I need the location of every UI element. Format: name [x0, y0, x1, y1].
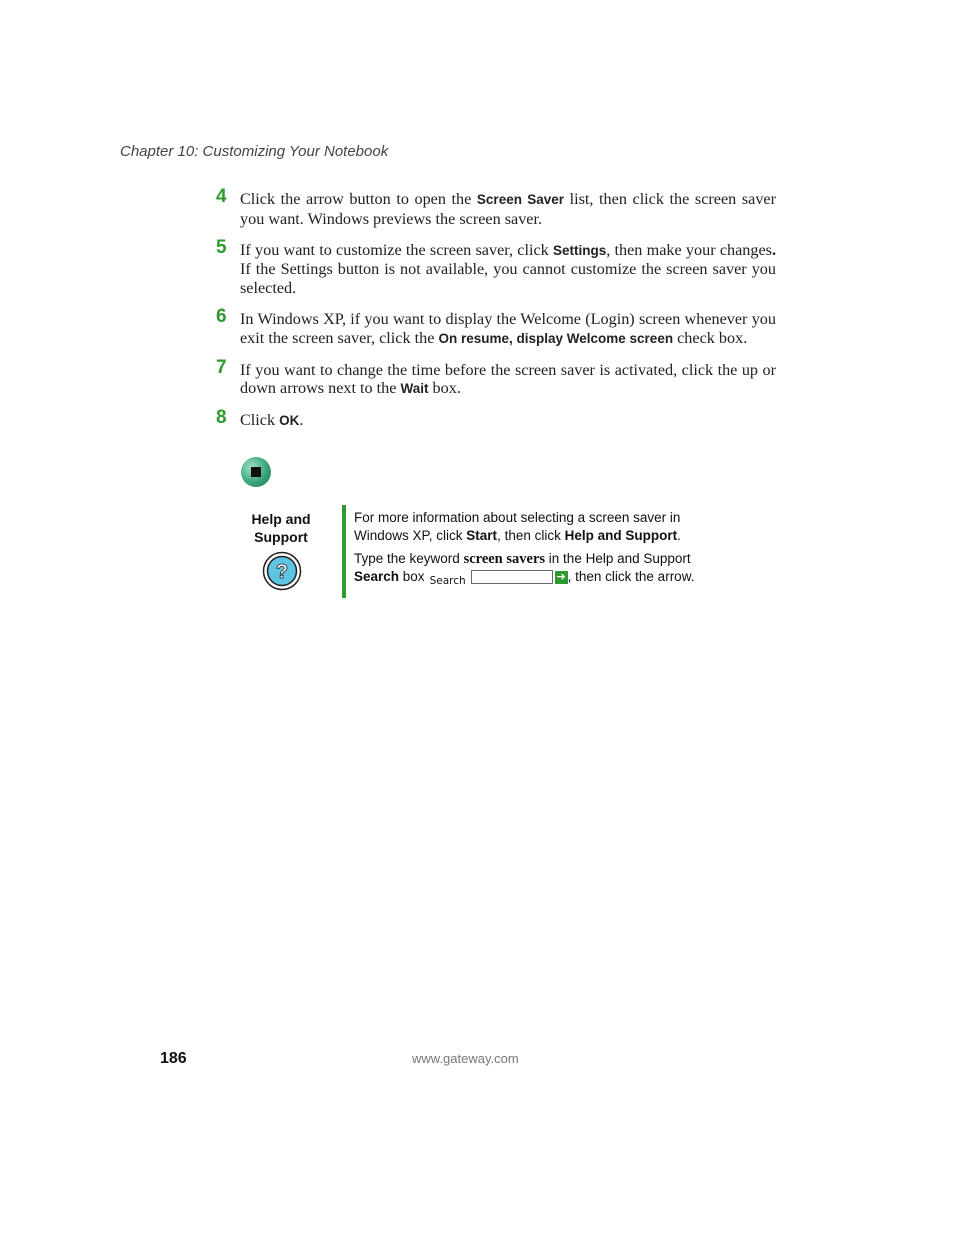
steps-list — [216, 186, 777, 443]
step-number: 4 — [216, 186, 227, 207]
ui-term-screen-saver: Screen Saver — [476, 192, 565, 207]
step-number: 6 — [216, 305, 227, 327]
step-number: 5 — [216, 236, 227, 258]
step-text: . — [771, 240, 777, 259]
svg-text:?: ? — [275, 561, 289, 583]
step-text: If you want to change the time before the screen saver is activated, click the up or down arrows next to the — [240, 360, 776, 398]
ui-term-wait: Wait — [400, 381, 429, 397]
ui-term-help-and-support: Help and Support — [564, 528, 678, 543]
page-number: 186 — [160, 1050, 187, 1067]
step-text: In Windows XP, if you want to display the Welcome (Login) screen whenever you exit the screen saver, click the — [240, 309, 776, 347]
step-text: list, then click the screen saver you want. Windows previews the screen saver. — [240, 190, 776, 228]
search-box-label: Search — [429, 575, 466, 587]
step-4 — [216, 186, 776, 228]
end-of-procedure-icon — [241, 457, 271, 487]
ui-term-ok: OK — [279, 413, 300, 429]
ui-term-on-resume: On resume, display Welcome screen — [438, 330, 674, 346]
ui-term-start: Start — [466, 528, 498, 543]
help-paragraph: Type the keyword screen savers in the Help and Support Search box $_{Search}$ ➔ , then click the arrow. — [354, 551, 695, 587]
help-and-support-label — [236, 510, 326, 546]
ui-term-search: Search — [354, 569, 400, 584]
step-6 — [216, 305, 776, 348]
step-text: , then make your changes — [606, 240, 772, 259]
step-text: If you want to customize the screen saver, click — [240, 240, 553, 259]
stop-square-icon — [251, 467, 261, 477]
help-question-icon — [262, 551, 302, 591]
help-text — [354, 509, 734, 592]
help-paragraph: For more information about selecting a screen saver in Windows XP, click Start, then click Help and Support. — [354, 510, 681, 543]
sidebar-divider — [342, 505, 346, 598]
step-5 — [216, 236, 777, 298]
step-8 — [216, 407, 776, 431]
step-text: box. — [428, 379, 461, 398]
step-text: check box. — [673, 328, 748, 347]
step-number: 8 — [216, 407, 227, 429]
step-text: Click — [240, 411, 280, 430]
step-text: . — [299, 411, 304, 430]
help-label-line: Help and — [251, 511, 311, 527]
step-text: If the Settings button is not available, you cannot customize the screen saver you selected. — [240, 260, 776, 297]
help-label-line: Support — [254, 529, 308, 545]
ui-term-settings: Settings — [552, 242, 607, 258]
step-number: 7 — [216, 356, 227, 378]
search-input — [471, 570, 553, 584]
step-7 — [216, 356, 776, 399]
keyword-screen-savers: screen savers — [463, 551, 546, 567]
chapter-header: Chapter 10: Customizing Your Notebook — [120, 143, 389, 160]
step-text: Click the arrow button to open the — [240, 190, 477, 208]
go-arrow-icon: ➔ — [556, 570, 566, 583]
footer-url: www.gateway.com — [412, 1051, 519, 1066]
